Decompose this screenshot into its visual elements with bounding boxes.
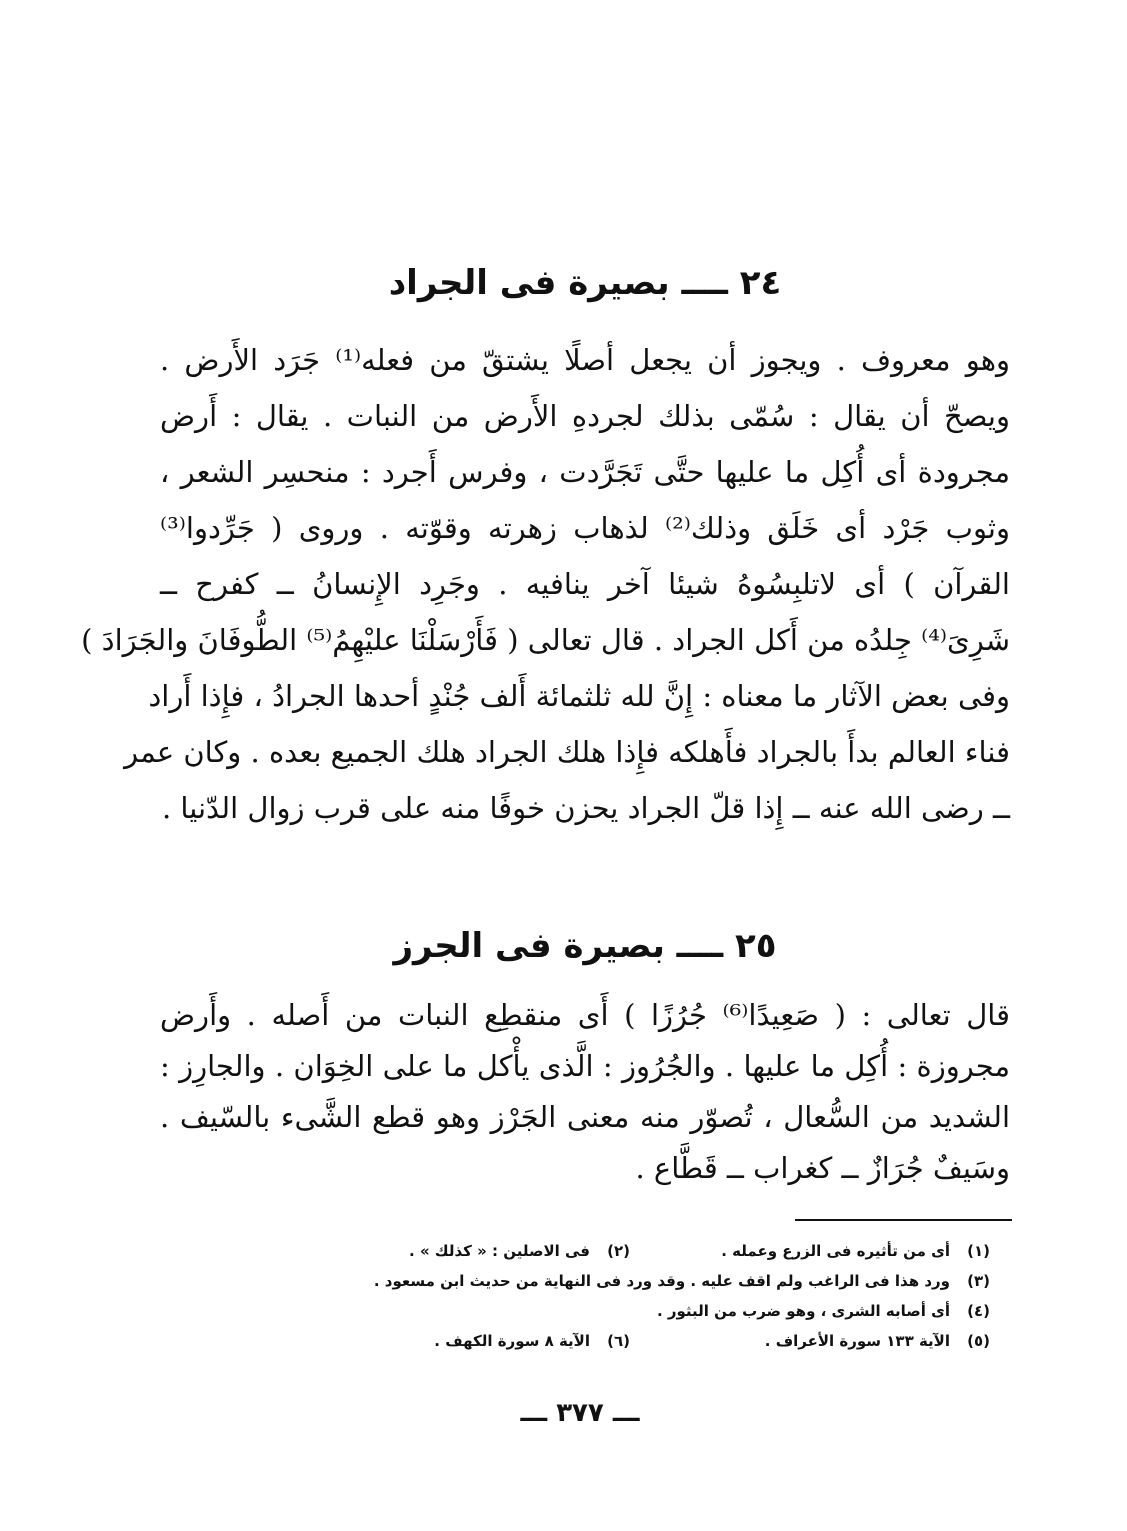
footnote-number: (٣) — [967, 1272, 990, 1290]
text-line: قال تعالى : ( صَعِيدًا⁽⁶⁾ جُرُزًا ) أَى منقطِع النبات من أَصله . وأَرض — [160, 998, 1011, 1032]
text-line: الشديد من السُّعال ، تُصوّر منه معنى الجَرْز وهو قطع الشَّىء بالسّيف . — [160, 1100, 1010, 1134]
text-line: شَرِىَ⁽⁴⁾ جِلدُه من أَكل الجراد . قال تعالى ( فَأَرْسَلْنَا عليْهِمُ⁽⁵⁾ الطُّوفَانَ والجَرَادَ ) — [81, 623, 1010, 657]
footnote-4 — [657, 1296, 990, 1326]
footnote-1 — [630, 1236, 990, 1266]
footnote-row — [160, 1266, 990, 1296]
footnote-number: (٦) — [607, 1332, 630, 1350]
section-heading-25: ٢٥ ــــ بصيرة فى الجرز — [393, 926, 777, 967]
footnote-text: ورد هذا فى الراغب ولم اقف عليه . وقد ورد فى النهاية من حديث ابن مسعود . — [373, 1272, 950, 1290]
footnote-row — [160, 1236, 990, 1266]
footnote-3 — [374, 1266, 990, 1296]
footnote-text: أى أصابه الشرى ، وهو ضرب من البثور . — [656, 1302, 950, 1320]
text-line: ويصحّ أن يقال : سُمّى بذلك لجردهِ الأَرض من النبات . يقال : أَرض — [160, 399, 1010, 433]
footnote-text: أى من تأثيره فى الزرع وعمله . — [721, 1242, 950, 1260]
text-line: وثوب جَرْد أى خَلَق وذلك⁽²⁾ لذهاب زهرته وقوّته . وروى ( جَرِّدوا⁽³⁾ — [160, 511, 1010, 545]
text-line: مجروزة : أُكِل ما عليها . والجُرُوز : الَّذى يأْكل ما على الخِوَان . والجارِز : — [160, 1049, 1010, 1083]
text-line: مجرودة أى أُكِل ما عليها حتَّى تَجَرَّدت ، وفرس أَجرد : منحسِر الشعر ، — [160, 455, 1010, 489]
text-line: وهو معروف . ويجوز أن يجعل أصلًا يشتقّ من فعله⁽¹⁾ جَرَد الأَرض . — [160, 343, 1011, 377]
footnote-number: (٥) — [967, 1332, 990, 1350]
footnote-text: فى الاصلين : « كذلك » . — [409, 1242, 590, 1260]
section-24-body — [81, 332, 1011, 836]
footnote-divider — [795, 1219, 1012, 1221]
footnote-row — [160, 1326, 990, 1356]
footnote-number: (١) — [967, 1242, 990, 1260]
text-line: ــ رضى الله عنه ــ إِذا قلّ الجراد يحزن خوفًا منه على قرب زوال الدّنيا . — [161, 791, 1010, 825]
footnote-number: (٢) — [607, 1242, 630, 1260]
section-25-body — [160, 990, 1010, 1194]
section-heading-24: ٢٤ ــــ بصيرة فى الجراد — [388, 263, 782, 304]
text-line: القرآن ) أى لاتلبِسُوهُ شيئا آخر ينافيه . وجَرِد الإِنسانُ ــ كفرح ــ — [160, 567, 1010, 601]
footnote-2 — [409, 1236, 630, 1266]
footnote-text: الآية ١٣٣ سورة الأعراف . — [764, 1332, 950, 1350]
footnote-6 — [434, 1326, 630, 1356]
page-number: ـــ ٣٧٧ ـــ — [520, 1398, 640, 1428]
text-line: وسَيفٌ جُرَازٌ ــ كغراب ــ قَطَّاع . — [635, 1151, 1010, 1185]
footnote-text: الآية ٨ سورة الكهف . — [434, 1332, 590, 1350]
footnote-number: (٤) — [967, 1302, 990, 1320]
footnotes — [160, 1236, 990, 1356]
footnote-row — [160, 1296, 990, 1326]
footnote-5 — [630, 1326, 990, 1356]
text-line: وفى بعض الآثار ما معناه : إِنَّ لله ثلثمائة أَلف جُنْدٍ أحدها الجرادُ ، فإِذا أَراد — [148, 679, 1010, 713]
text-line: فناء العالم بدأَ بالجراد فأَهلكه فإِذا هلك الجراد هلك الجميع بعده . وكان عمر — [124, 735, 1010, 769]
